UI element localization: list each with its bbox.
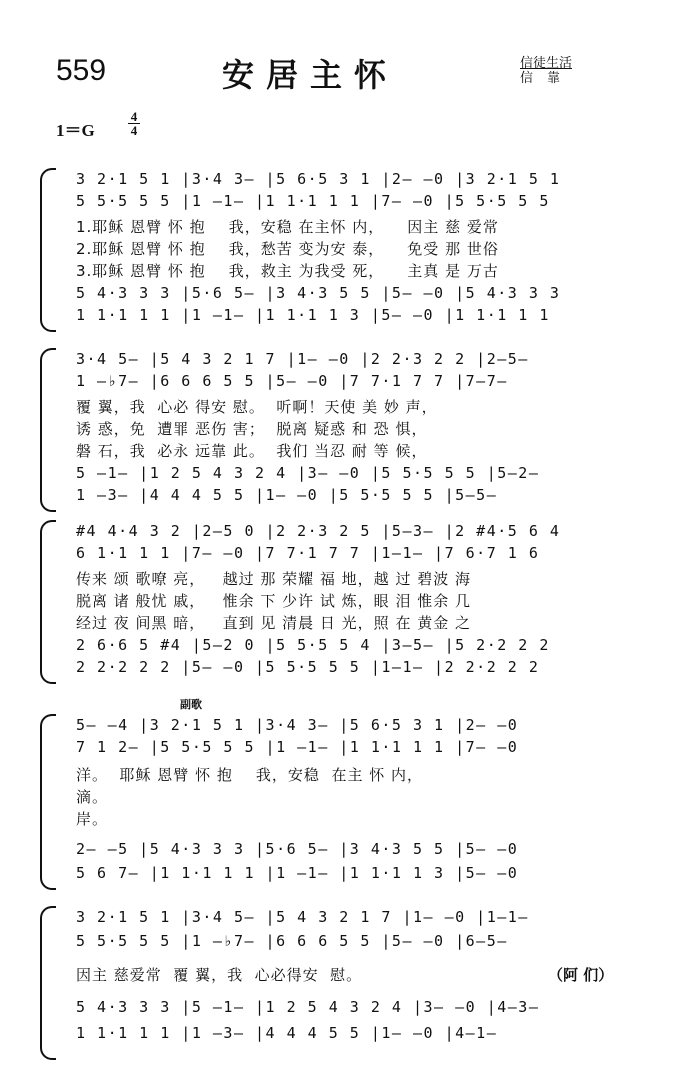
alto-line: 7 1 2– |5 5·5 5 5 |1 –1– |1 1·1 1 1 |7– –0: [76, 738, 519, 756]
alto-line: 5 5·5 5 5 |1 –1– |1 1·1 1 1 |7– –0 |5 5·5 5 5: [76, 192, 550, 210]
lyric-verse-2: 滴。: [76, 788, 109, 806]
lyric-verse-1: 因主 慈爱常 覆 翼，我 心必得安 慰。: [76, 966, 363, 984]
score-system-4: [36, 706, 664, 892]
soprano-line: 3 2·1 5 1 |3·4 5– |5 4 3 2 1 7 |1– –0 |1–1–: [76, 908, 529, 926]
amen-label: （阿 们）: [548, 966, 614, 984]
bass-line: 2 2·2 2 2 |5– –0 |5 5·5 5 5 |1–1– |2 2·2 2 2: [76, 658, 540, 676]
soprano-line: #4 4·4 3 2 |2–5 0 |2 2·3 2 5 |5–3– |2 #4·5 6 4: [76, 522, 561, 540]
hymn-source: [520, 56, 574, 86]
tenor-line: 2– –5 |5 4·3 3 3 |5·6 5– |3 4·3 5 5 |5– –0: [76, 840, 519, 858]
system-brace: [40, 348, 56, 512]
tenor-line: 5 4·3 3 3 |5·6 5– |3 4·3 5 5 |5– –0 |5 4·3 3 3: [76, 284, 561, 302]
tenor-line: 5 –1– |1 2 5 4 3 2 4 |3– –0 |5 5·5 5 5 |5–2–: [76, 464, 540, 482]
chorus-label: 副歌: [180, 698, 202, 711]
bass-line: 1 1·1 1 1 |1 –1– |1 1·1 1 3 |5– –0 |1 1·1 1 1: [76, 306, 550, 324]
alto-line: 5 5·5 5 5 |1 –♭7– |6 6 6 5 5 |5– –0 |6–5–: [76, 932, 508, 950]
hymn-title: 安居主怀: [222, 56, 399, 94]
meter-bottom: 4: [130, 123, 138, 138]
score-system-1: [36, 160, 664, 336]
lyric-verse-3: 经过 夜 间黑 暗， 直到 见 清晨 日 光，照 在 黄金 之: [76, 614, 471, 632]
lyric-verse-3: 岸。: [76, 810, 109, 828]
system-brace: [40, 520, 56, 684]
bass-line: 5 6 7– |1 1·1 1 1 |1 –1– |1 1·1 1 3 |5– –0: [76, 864, 519, 882]
score-system-3: [36, 512, 664, 688]
lyric-verse-1: 1.耶稣 恩臂 怀 抱 我，安稳 在主怀 内， 因主 慈 爱常: [76, 218, 499, 236]
tenor-line: 2 6·6 5 #4 |5–2 0 |5 5·5 5 4 |3–5– |5 2·2 2 2: [76, 636, 550, 654]
lyric-verse-1: 传来 颂 歌嘹 亮， 越过 那 荣耀 福 地，越 过 碧波 海: [76, 570, 471, 588]
lyric-verse-2: 诱 惑，免 遭罪 恶伤 害； 脱离 疑惑 和 恐 惧，: [76, 420, 428, 438]
bass-line: 1 –3– |4 4 4 5 5 |1– –0 |5 5·5 5 5 |5–5–: [76, 486, 498, 504]
tenor-line: 5 4·3 3 3 |5 –1– |1 2 5 4 3 2 4 |3– –0 |4–3–: [76, 998, 540, 1016]
system-brace: [40, 714, 56, 890]
lyric-verse-1: 洋。 耶稣 恩臂 怀 抱 我，安稳 在主 怀 内，: [76, 766, 423, 784]
bass-line: 1 1·1 1 1 |1 –3– |4 4 4 5 5 |1– –0 |4–1–: [76, 1024, 498, 1042]
lyric-verse-3: 3.耶稣 恩臂 怀 抱 我，救主 为我受 死， 主真 是 万古: [76, 262, 499, 280]
alto-line: 6 1·1 1 1 |7– –0 |7 7·1 7 7 |1–1– |7 6·7 1 6: [76, 544, 540, 562]
lyric-verse-2: 2.耶稣 恩臂 怀 抱 我，愁苦 变为安 泰， 免受 那 世俗: [76, 240, 499, 258]
key-signature: 1＝G: [56, 121, 95, 140]
meter-top: 4: [130, 109, 138, 124]
lyric-verse-3: 磐 石，我 必永 远靠 此。 我们 当忍 耐 等 候，: [76, 442, 428, 460]
source-line-2: 信靠: [520, 71, 575, 86]
system-brace: [40, 168, 56, 332]
soprano-line: 3·4 5– |5 4 3 2 1 7 |1– –0 |2 2·3 2 2 |2–5–: [76, 350, 529, 368]
soprano-line: 3 2·1 5 1 |3·4 3– |5 6·5 3 1 |2– –0 |3 2·1 5 1: [76, 170, 561, 188]
soprano-line: 5– –4 |3 2·1 5 1 |3·4 3– |5 6·5 3 1 |2– –0: [76, 716, 519, 734]
lyric-verse-2: 脱离 诸 般忧 戚， 惟余 下 少许 试 炼，眼 泪 惟余 几: [76, 592, 471, 610]
lyric-verse-1: 覆 翼，我 心必 得安 慰。 听啊！天使 美 妙 声，: [76, 398, 438, 416]
time-signature: [128, 110, 140, 137]
score-system-2: [36, 340, 664, 516]
source-line-1: 信徒生活: [520, 56, 573, 71]
alto-line: 1 –♭7– |6 6 6 5 5 |5– –0 |7 7·1 7 7 |7–7–: [76, 372, 508, 390]
system-brace: [40, 906, 56, 1060]
hymn-number: 559: [56, 54, 107, 87]
